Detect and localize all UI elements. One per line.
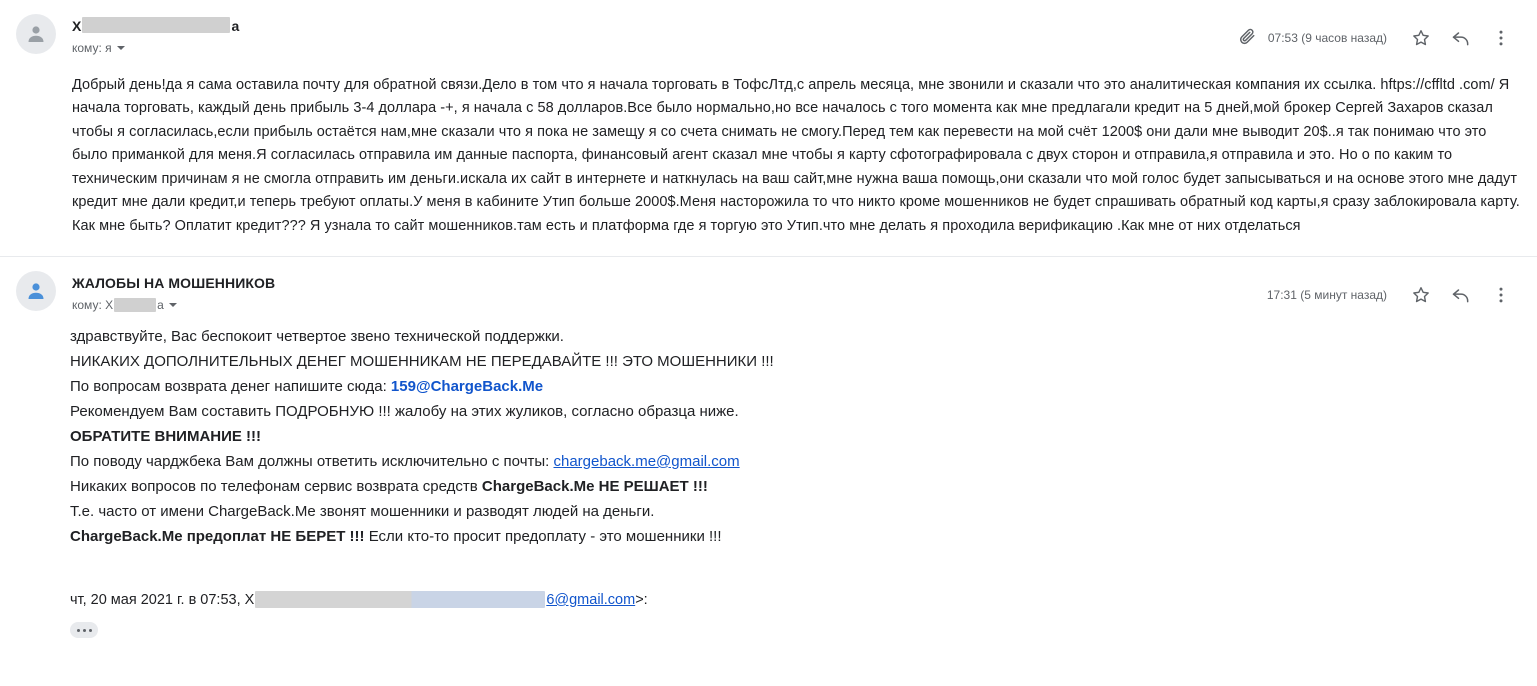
message-2-sender-block <box>72 271 1267 312</box>
message-2-timestamp: 17:31 (5 минут назад) <box>1266 288 1387 303</box>
more-options-icon[interactable] <box>1481 275 1521 315</box>
star-icon[interactable] <box>1401 275 1441 315</box>
message-2-header <box>0 257 1537 315</box>
message-1-body <box>0 58 1537 238</box>
message-1-timestamp: 07:53 (9 часов назад) <box>1267 31 1387 45</box>
recipient-label: кому: я <box>72 41 112 55</box>
reply-line-7-text: Никаких вопросов по телефонам сервис возврата средств <box>70 477 482 495</box>
message-1-text: Добрый день!да я сама оставила почту для обратной связи.Дело в том что я начала торговать в ТофсЛтд,с апрель месяца, мне звонили и сказали что это аналитическая компания их ссылка. hftps://cffltd .com/ Я начала торговать, каждый день прибыль 3-4 доллара -+, я начала с 58 долларов.Все было нормально,но все началось с того момента как мне предлагали кредит на 5 дней,мой брокер Сергей Захаров сказал чтобы я согласилась,если прибыль остаётся нам,мне сказали что я пока не замещу я со счета снимать не смогу.Перед тем как перевести на мой счёт 1200$ они дали мне выводит 20$..я так понимаю что это было приманкой для меня.Я согласилась отправила им данные паспорта, финансовый агент сказал мне чтобы я карту сфотографировала с двух сторон и отправила,я отправила и это. Но о по каким то техническим причинам я не смогла отправить им деньги.искала их сайт в интернете и наткнулась на ваш сайт,мне нужна ваша помощь,они сказали что мой голос будет запысываться и на основе этого мне дадут кредит мне дали кредит,и теперь требуют оплаты.У меня в кабините Утип больше 2000$.Меня насторожила то что никто кроме мошенников не будет спрашивать обратный код карты,я сразу заблокировала карту. Как мне быть? Оплатит кредит??? Я узнала то сайт мошенников.там есть и платформа где я торгую это Утип.что мне делать я проходила верификацию .Как мне от них отделаться <box>72 77 1520 234</box>
quoted-header <box>0 591 1537 608</box>
reply-line-5: ОБРАТИТЕ ВНИМАНИЕ !!! <box>70 427 262 445</box>
recipient-label-prefix: кому: Х <box>72 298 114 313</box>
message-2-actions <box>1267 271 1521 315</box>
sender-line <box>72 16 1238 36</box>
reply-line-3-text: По вопросам возврата денег напишите сюда: <box>70 378 391 396</box>
reply-icon[interactable] <box>1441 18 1481 58</box>
star-icon[interactable] <box>1401 18 1441 58</box>
show-trimmed-content-icon[interactable] <box>70 622 98 638</box>
reply-line-9-tail: Если кто-то просит предоплату - это мошенники !!! <box>364 527 722 545</box>
reply-line-4: Рекомендуем Вам составить ПОДРОБНУЮ !!! жалобу на этих жуликов, согласно образца ниже. <box>70 403 739 421</box>
avatar <box>16 271 56 311</box>
sender-name-prefix: Х <box>72 18 82 34</box>
reply-line-6 <box>70 450 1509 475</box>
sender-name-suffix: а <box>231 18 240 34</box>
message-2-body <box>0 315 1537 549</box>
email-message-2 <box>0 257 1537 638</box>
reply-line-3 <box>70 375 1509 400</box>
quote-prefix: чт, 20 мая 2021 г. в 07:53, Х <box>70 591 255 608</box>
reply-icon[interactable] <box>1441 275 1481 315</box>
message-1-header <box>0 0 1537 58</box>
redacted-quoted-address <box>255 591 545 608</box>
gmail-address-link[interactable]: chargeback.me@gmail.com <box>553 452 740 470</box>
recipient-line[interactable] <box>72 298 1267 312</box>
reply-line-8: Т.е. часто от имени ChargeBack.Me звонят мошенники и разводят людей на деньги. <box>70 502 655 520</box>
sender-name: ЖАЛОБЫ НА МОШЕННИКОВ <box>72 275 276 292</box>
message-1-sender-block <box>72 14 1238 55</box>
reply-line-1: здравствуйте, Вас беспокоит четвертое звено технической поддержки. <box>70 328 564 346</box>
reply-line-7-bold: ChargeBack.Me НЕ РЕШАЕТ !!! <box>481 477 708 495</box>
more-options-icon[interactable] <box>1481 18 1521 58</box>
recipient-line[interactable] <box>72 41 1238 55</box>
attachment-icon <box>1238 27 1256 50</box>
redacted-sender-name <box>82 17 230 33</box>
reply-line-6-text: По поводу чарджбека Вам должны ответить исключительно с почты: <box>70 452 554 470</box>
redacted-recipient-name <box>114 298 156 312</box>
sender-line <box>72 273 1267 293</box>
chevron-down-icon[interactable] <box>117 46 125 50</box>
quote-closing: >: <box>635 591 648 608</box>
reply-line-9 <box>70 525 1509 550</box>
chevron-down-icon[interactable] <box>169 303 177 307</box>
email-message-1 <box>0 0 1537 256</box>
quoted-email-link[interactable]: 6@gmail.com <box>546 591 636 608</box>
message-1-actions <box>1238 14 1521 58</box>
reply-line-9-bold: ChargeBack.Me предоплат НЕ БЕРЕТ !!! <box>70 527 365 545</box>
avatar <box>16 14 56 54</box>
reply-line-7 <box>70 475 1509 500</box>
recipient-label-suffix: а <box>157 298 164 313</box>
chargeback-email-link[interactable]: 159@ChargeBack.Me <box>390 378 544 396</box>
reply-line-2: НИКАКИХ ДОПОЛНИТЕЛЬНЫХ ДЕНЕГ МОШЕННИКАМ НЕ ПЕРЕДАВАЙТЕ !!! ЭТО МОШЕННИКИ !!! <box>70 353 774 371</box>
